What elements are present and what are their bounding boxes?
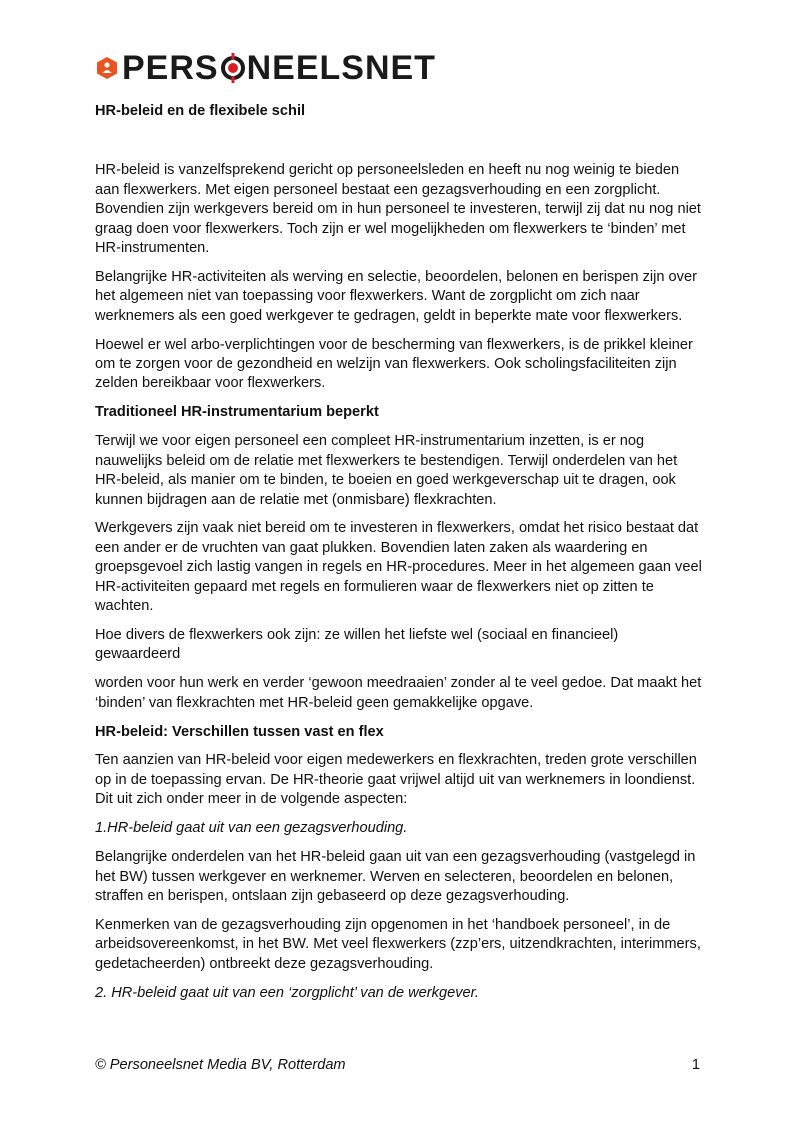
list-item-heading: 1.HR-beleid gaat uit van een gezagsverhouding. [95, 820, 408, 837]
paragraph: worden voor hun werk en verder ‘gewoon meedraaien’ zonder al te veel gedoe. Dat maakt het ‘binden’ van flexkrachten met HR-beleid geen gemakkelijke opgave. [95, 675, 702, 711]
paragraph: Hoewel er wel arbo-verplichtingen voor de bescherming van flexwerkers, is de prikkel kleiner om te zorgen voor de gezondheid en welzijn van flexwerkers. Ook scholingsfaciliteiten zijn zelden bereikbaar voor flexwerkers. [95, 336, 693, 392]
footer-copyright: © Personeelsnet Media BV, Rotterdam [95, 1057, 346, 1073]
logo-text-right: NEELSNET [246, 49, 436, 87]
page-number: 1 [691, 1057, 700, 1073]
page-footer [95, 1057, 700, 1073]
paragraph: Werkgevers zijn vaak niet bereid om te investeren in flexwerkers, omdat het risico bestaat dat een ander er de vruchten van gaat plukken. Bovendien laten zaken als waardering en groepsgevoel zich lastig vangen in regels en HR-procedures. Meer in het algemeen gaan veel HR-activiteiten gepaard met regels en formulieren waar de flexwerkers niet op zitten te wachten. [95, 520, 702, 615]
section-heading: HR-beleid: Verschillen tussen vast en flex [95, 723, 384, 740]
paragraph: HR-beleid is vanzelfsprekend gericht op personeelsleden en heeft nu nog weinig te bieden aan flexwerkers. Met eigen personeel bestaat een gezagsverhouding en een zorgplicht. Bovendien zijn werkgevers bereid om in hun personeel te investeren, terwijl zij dat nu nog niet graag doen voor flexwerkers. Toch zijn er wel mogelijkheden om flexwerkers te ‘binden’ met HR-instrumenten. [95, 162, 701, 257]
paragraph: Ten aanzien van HR-beleid voor eigen medewerkers en flexkrachten, treden grote verschillen op in de toepassing ervan. De HR-theorie gaat vrijwel altijd uit van werknemers in loondienst. Dit uit zich onder meer in de volgende aspecten: [95, 752, 697, 808]
section-heading: Traditioneel HR-instrumentarium beperkt [95, 404, 379, 421]
document-body [95, 100, 705, 1012]
paragraph: Belangrijke onderdelen van het HR-beleid gaan uit van een gezagsverhouding (vastgelegd in het BW) tussen werkgever en werknemer. Werven en selecteren, beoordelen en belonen, straffen en berispen, ontslaan zijn gebaseerd op deze gezagsverhouding. [95, 849, 696, 904]
personeelsnet-logo [95, 50, 436, 86]
paragraph: Kenmerken van de gezagsverhouding zijn opgenomen in het ‘handboek personeel’, in de arbeidsovereenkomst, in het BW. Met veel flexwerkers (zzp’ers, uitzendkrachten, interimmers, gedetacheerden) ontbreekt deze gezagsverhouding. [95, 916, 701, 972]
document-title: HR-beleid en de flexibele schil [95, 103, 306, 119]
crosshair-target-icon [220, 53, 246, 83]
paragraph: Belangrijke HR-activiteiten als werving en selectie, beoordelen, belonen en berispen zijn over het algemeen niet van toepassing voor flexwerkers. Want de zorgplicht om zich naar werknemers als een goed werkgever te gedragen, geldt in beperkte mate voor flexwerkers. [95, 268, 697, 324]
paragraph: Terwijl we voor eigen personeel een compleet HR-instrumentarium inzetten, is er nog nauwelijks beleid om de relatie met flexwerkers te bestendigen. Terwijl onderdelen van het HR-beleid, als manier om te binden, te boeien en goed werkgeverschap uit te dragen, ook kunnen bijdragen aan de relatie met (onmisbare) flexkrachten. [95, 433, 678, 508]
list-item-heading: 2. HR-beleid gaat uit van een ‘zorgplicht’ van de werkgever. [95, 984, 479, 1001]
logo-wordmark [122, 50, 436, 86]
logo-text-left: PERS [122, 49, 219, 87]
hexagon-person-icon [95, 56, 119, 80]
paragraph: Hoe divers de flexwerkers ook zijn: ze willen het liefste wel (sociaal en financieel) gewaardeerd [95, 626, 619, 663]
